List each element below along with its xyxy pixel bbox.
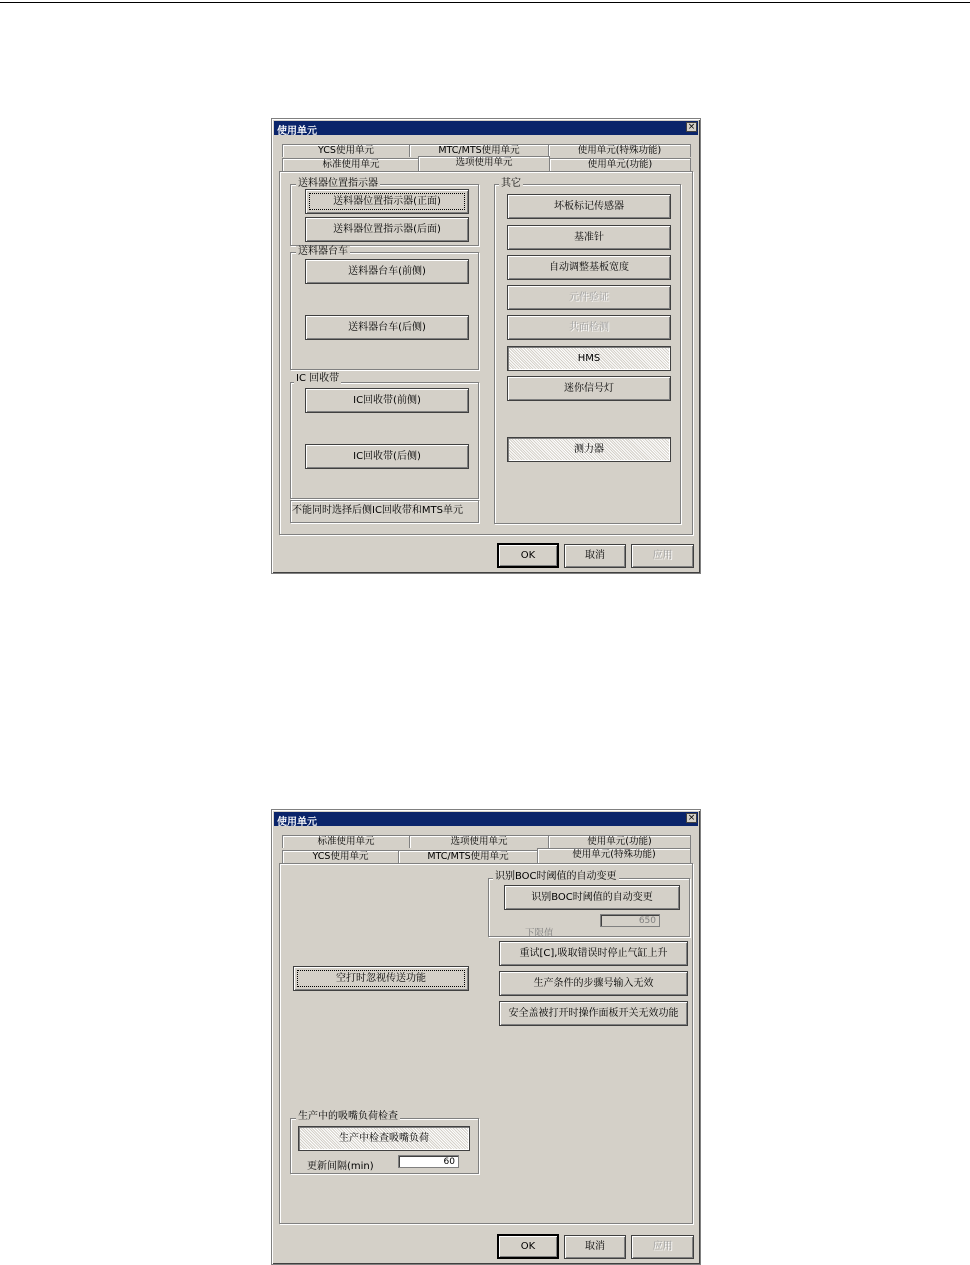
hms-button[interactable]: HMS	[507, 346, 671, 371]
apply-button[interactable]: 应用	[631, 544, 694, 568]
title-bar	[274, 121, 698, 135]
boc-threshold-button[interactable]: 识别BOC时阈值的自动变更	[504, 885, 680, 910]
mini-signal-tower-button[interactable]: 迷你信号灯	[507, 376, 671, 401]
use-unit-dialog-special	[271, 809, 701, 1265]
tab-special-function[interactable]: 使用单元(特殊功能)	[548, 144, 691, 157]
ok-button[interactable]: OK	[497, 543, 559, 568]
production-step-disable-button[interactable]: 生产条件的步骤号输入无效	[499, 971, 688, 996]
cancel-button[interactable]: 取消	[564, 1235, 626, 1259]
load-cell-button[interactable]: 测力器	[507, 437, 671, 462]
bad-board-sensor-button[interactable]: 坏板标记传感器	[507, 194, 671, 219]
title-bar	[274, 812, 698, 826]
component-verify-button[interactable]: 元件验证	[507, 285, 671, 310]
use-unit-dialog-options	[271, 118, 701, 574]
ic-tape-rear-button[interactable]: IC回收带(后侧)	[305, 444, 469, 469]
tab-option[interactable]: 选项使用单元	[409, 835, 549, 848]
cancel-button[interactable]: 取消	[564, 544, 626, 568]
dialog-title: 使用单元	[277, 817, 317, 828]
apply-button[interactable]: 应用	[631, 1235, 694, 1259]
tab-mtc-mts[interactable]: MTC/MTS使用单元	[398, 850, 538, 863]
tab-function[interactable]: 使用单元(功能)	[548, 835, 691, 848]
close-icon[interactable]: ×	[687, 813, 696, 823]
feeder-cart-front-button[interactable]: 送料器台车(前侧)	[305, 259, 469, 284]
coplanarity-check-button[interactable]: 共面检测	[507, 315, 671, 340]
page-top-rule	[0, 2, 970, 3]
lower-limit-label: 下限值	[525, 928, 554, 939]
retry-stop-cylinder-button[interactable]: 重试[C],吸取错误时停止气缸上升	[499, 941, 688, 966]
dialog-title: 使用单元	[277, 126, 317, 137]
tab-function[interactable]: 使用单元(功能)	[549, 158, 691, 171]
auto-board-width-button[interactable]: 自动调整基板宽度	[507, 255, 671, 280]
ic-tape-front-button[interactable]: IC回收带(前侧)	[305, 388, 469, 413]
other-label: 其它	[501, 178, 521, 189]
idle-ignore-transfer-button[interactable]: 空打时忽视传送功能	[293, 966, 469, 991]
note-text: 不能同时选择后侧IC回收带和MTS单元	[292, 505, 464, 516]
feeder-cart-rear-button[interactable]: 送料器台车(后侧)	[305, 315, 469, 340]
feeder-cart-label: 送料器台车	[298, 246, 348, 257]
tab-standard[interactable]: 标准使用单元	[282, 835, 410, 848]
tab-special-function[interactable]: 使用单元(特殊功能)	[537, 848, 691, 863]
ic-tape-label: IC 回收带	[296, 373, 340, 384]
lower-limit-field[interactable]: 650	[600, 914, 660, 927]
tab-option[interactable]: 选项使用单元	[418, 156, 550, 171]
update-interval-label: 更新间隔(min)	[307, 1161, 374, 1172]
feeder-indicator-front-button[interactable]: 送料器位置指示器(正面)	[305, 189, 469, 214]
reference-pin-button[interactable]: 基准针	[507, 225, 671, 250]
tab-mtc-mts[interactable]: MTC/MTS使用单元	[409, 144, 549, 157]
safety-cover-panel-disable-button[interactable]: 安全盖被打开时操作面板开关无效功能	[499, 1001, 688, 1026]
tab-ycs[interactable]: YCS使用单元	[282, 850, 399, 863]
nozzle-load-check-button[interactable]: 生产中检查吸嘴负荷	[298, 1126, 470, 1151]
nozzle-load-label: 生产中的吸嘴负荷检查	[298, 1111, 398, 1122]
ok-button[interactable]: OK	[497, 1234, 559, 1259]
tab-ycs[interactable]: YCS使用单元	[282, 144, 410, 157]
tab-standard[interactable]: 标准使用单元	[282, 158, 420, 171]
boc-threshold-label: 识别BOC时阈值的自动变更	[495, 871, 617, 882]
update-interval-field[interactable]: 60	[398, 1155, 459, 1168]
close-icon[interactable]: ×	[687, 122, 696, 132]
feeder-indicator-rear-button[interactable]: 送料器位置指示器(后面)	[305, 217, 469, 242]
feeder-indicator-label: 送料器位置指示器	[298, 178, 378, 189]
